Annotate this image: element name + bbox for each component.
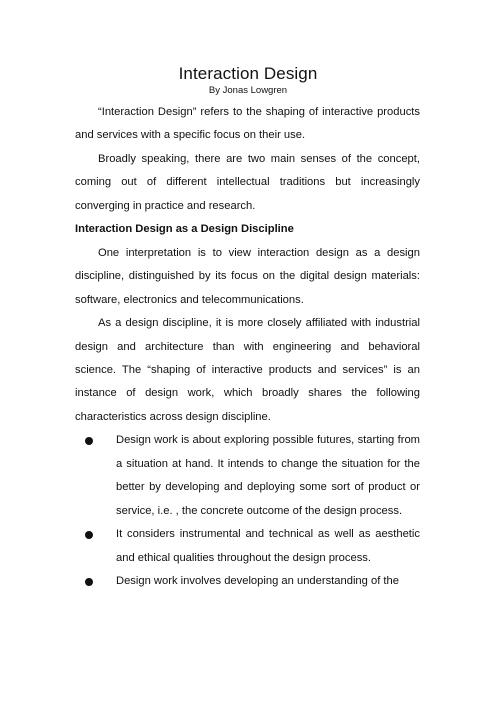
- intro-paragraph: “Interaction Design” refers to the shaping of interactive products and services with a specific focus on their use.: [75, 106, 420, 142]
- bullet-icon: [85, 531, 93, 539]
- section-paragraph: One interpretation is to view interaction design as a design discipline, distinguished by its focus on the digital design materials: software, electronics and telecommunications.: [75, 246, 420, 306]
- section-paragraph: As a design discipline, it is more closely affiliated with industrial design and architecture than with engineering and behavioral science. The “shaping of interactive products and services” is an instance of design work, which broadly shares the following characteristics across design discipline.: [75, 317, 420, 423]
- bullet-icon: [85, 578, 93, 586]
- list-item-text: Design work involves developing an understanding of the: [116, 575, 399, 588]
- characteristics-list: [75, 429, 420, 593]
- bullet-icon: [85, 437, 93, 445]
- intro-paragraph: Broadly speaking, there are two main senses of the concept, coming out of different intellectual traditions but increasingly converging in practice and research.: [75, 152, 420, 212]
- document-title: Interaction Design: [178, 64, 318, 83]
- list-item: [75, 429, 420, 523]
- document-body: [75, 101, 420, 594]
- list-item-text: Design work is about exploring possible futures, starting from a situation at hand. It intends to change the situation for the better by developing and deploying some sort of product or service, i.e. , the concrete outcome of the design process.: [116, 434, 420, 517]
- list-item: [75, 570, 420, 593]
- section-heading: Interaction Design as a Design Discipline: [75, 223, 294, 236]
- list-item: [75, 523, 420, 570]
- list-item-text: It considers instrumental and technical as well as aesthetic and ethical qualities throughout the design process.: [116, 528, 420, 564]
- document-author: By Jonas Lowgren: [208, 85, 288, 96]
